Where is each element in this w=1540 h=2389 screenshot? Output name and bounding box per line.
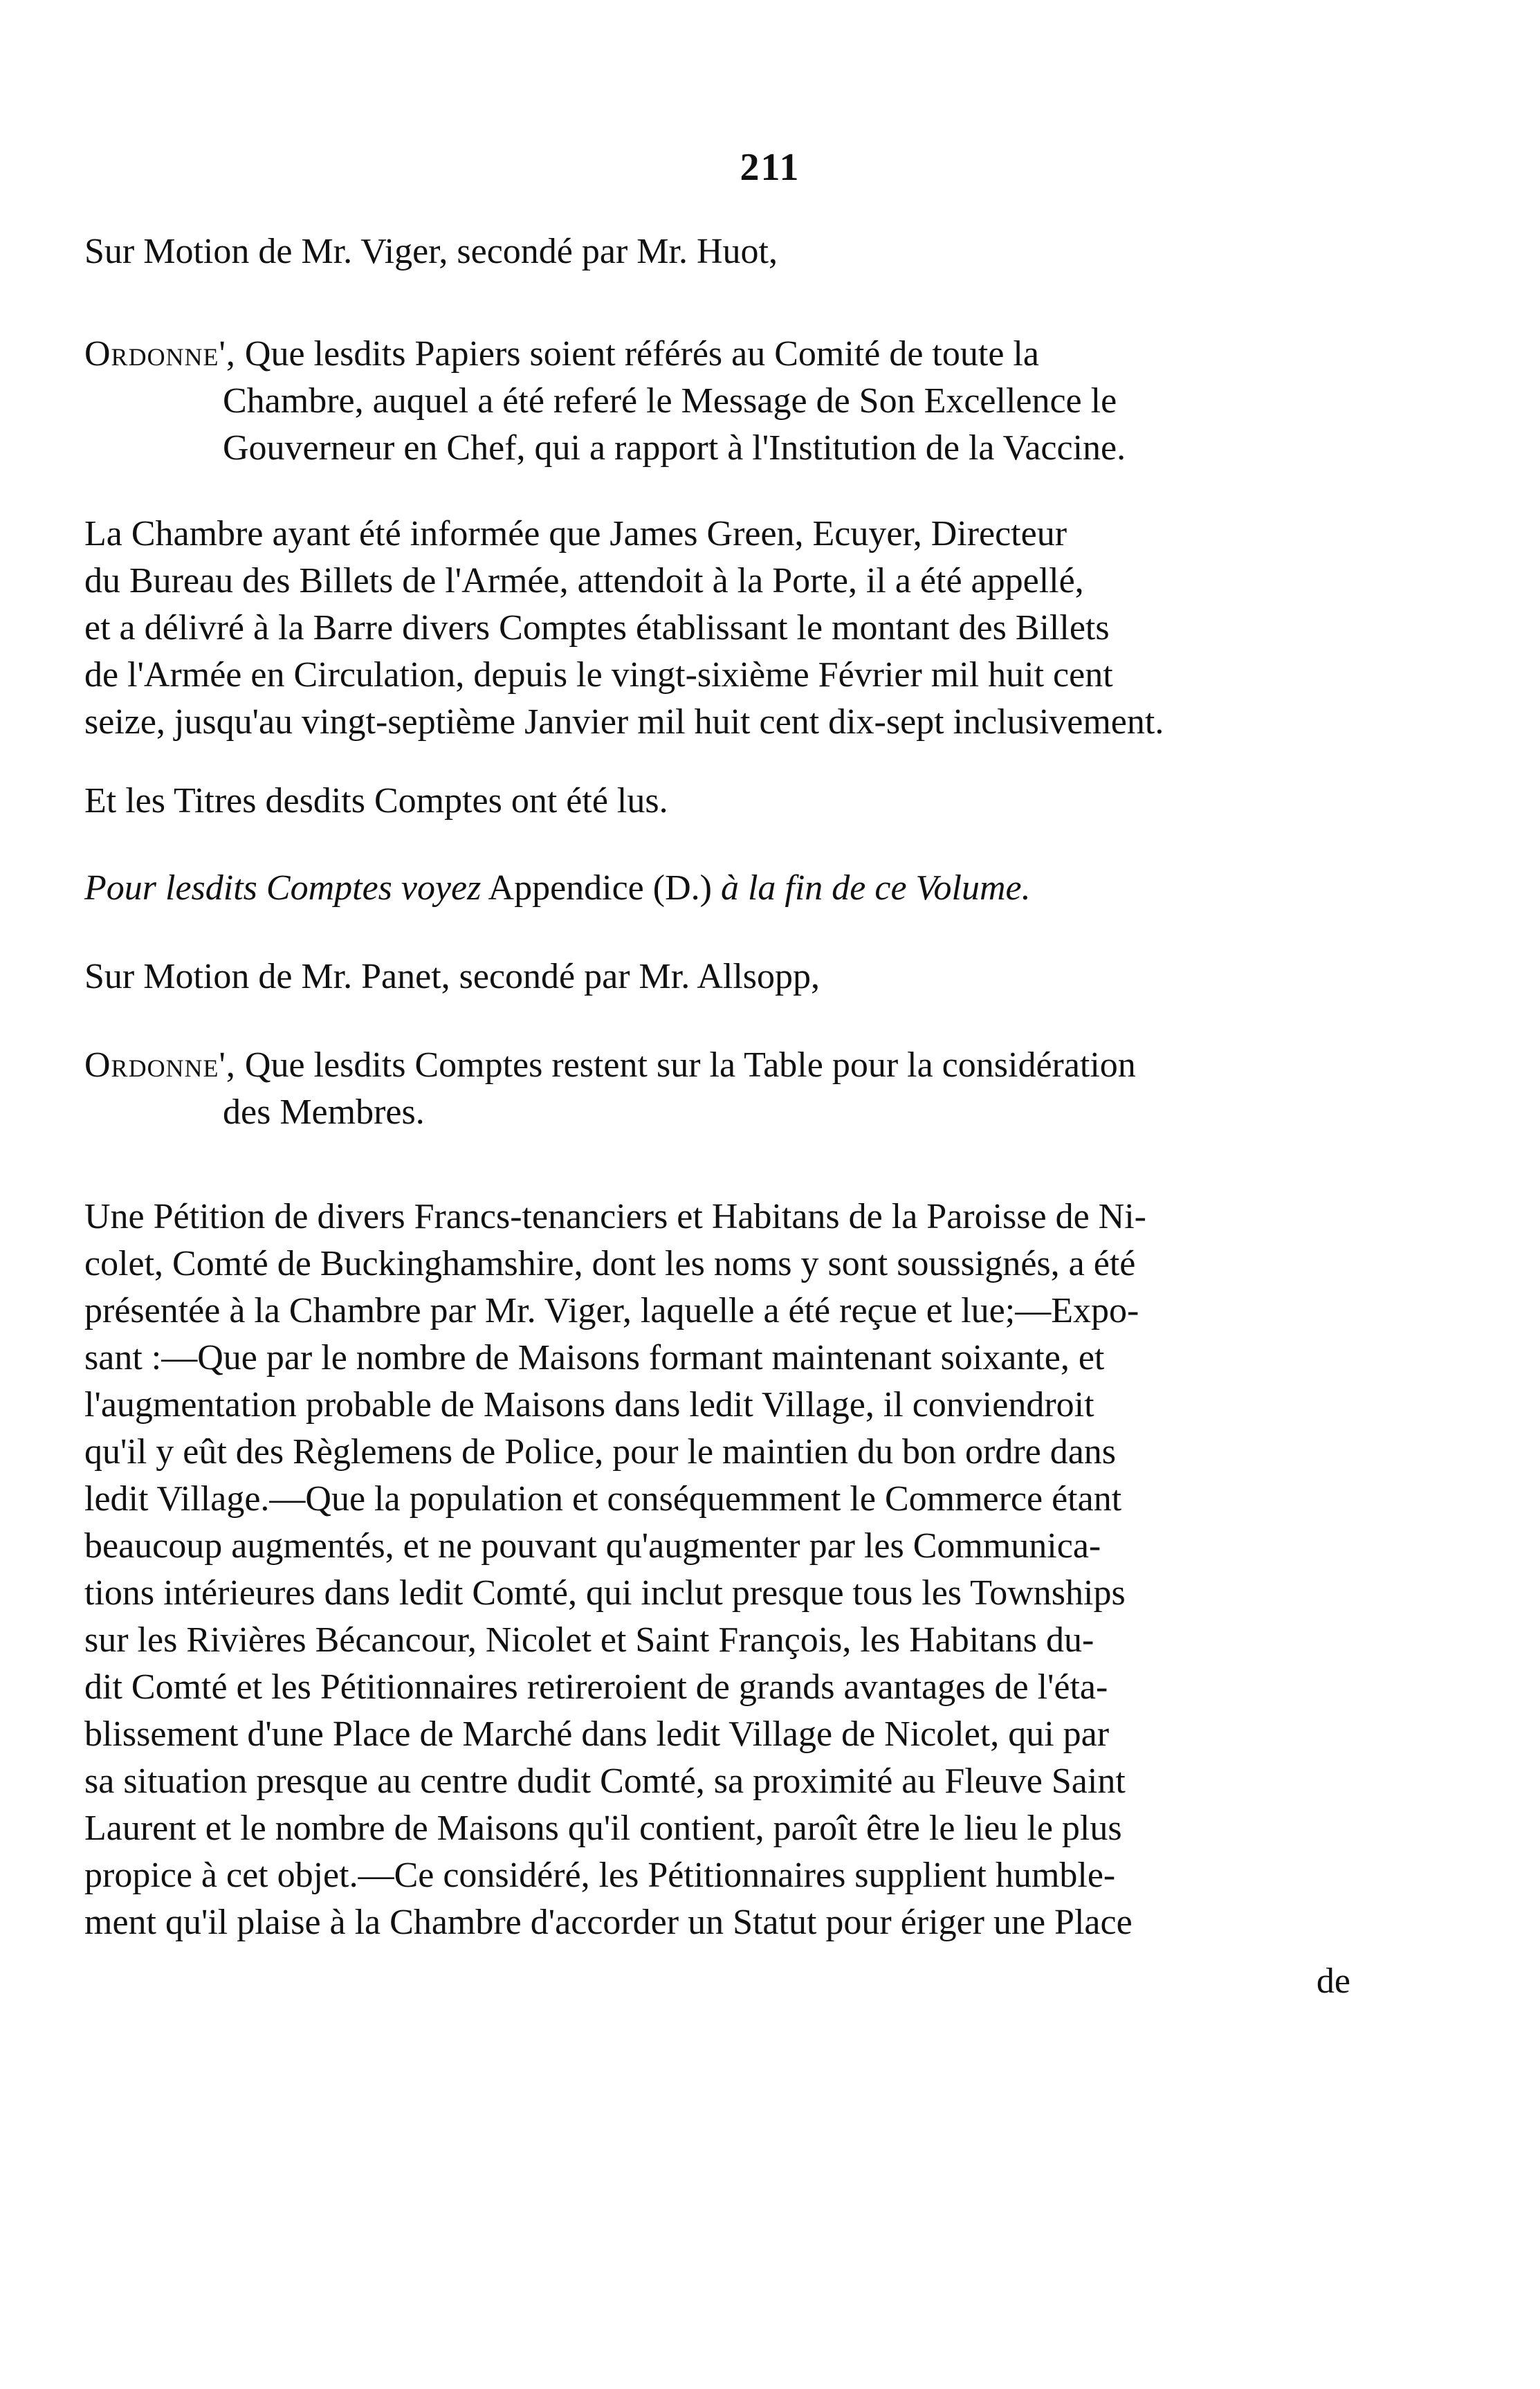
paragraph-line: l'augmentation probable de Maisons dans ledit Village, il conviendroit (84, 1385, 1094, 1425)
page-number: 211 (740, 146, 800, 189)
paragraph-petition-nicolet (84, 1193, 1350, 1946)
paragraph-line: de l'Armée en Circulation, depuis le vingt-sixième Février mil huit cent (84, 655, 1113, 695)
motion-line: Sur Motion de Mr. Viger, secondé par Mr. Huot, (84, 232, 778, 271)
order-vaccine (84, 331, 1350, 472)
catchword-text: de (1316, 1961, 1350, 2001)
paragraph-line: qu'il y eût des Règlemens de Police, pour le maintien du bon ordre dans (84, 1432, 1117, 1472)
motion-viger-huot (84, 228, 1350, 275)
paragraph-line: sant :—Que par le nombre de Maisons formant maintenant soixante, et (84, 1338, 1105, 1377)
order-line-1: Ordonne', Que lesdits Comptes restent sur la Table pour la considération (84, 1045, 1136, 1085)
paragraph-line: seize, jusqu'au vingt-septième Janvier mil huit cent dix-sept inclusivement. (84, 702, 1164, 742)
order-line-2: des Membres. (223, 1092, 425, 1132)
titles-read (84, 778, 1350, 825)
paragraph-line: tions intérieures dans ledit Comté, qui inclut presque tous les Townships (84, 1573, 1126, 1613)
paragraph-line: présentée à la Chambre par Mr. Viger, laquelle a été reçue et lue;—Expo- (84, 1291, 1139, 1330)
paragraph-line: blissement d'une Place de Marché dans ledit Village de Nicolet, qui par (84, 1714, 1110, 1754)
paragraph-line: Et les Titres desdits Comptes ont été lus. (84, 781, 668, 821)
paragraph-line: dit Comté et les Pétitionnaires retireroient de grands avantages de l'éta- (84, 1667, 1108, 1707)
paragraph-line: Une Pétition de divers Francs-tenanciers et Habitans de la Paroisse de Ni- (84, 1197, 1146, 1236)
paragraph-line: La Chambre ayant été informée que James Green, Ecuyer, Directeur (84, 514, 1067, 553)
appendix-reference (84, 865, 1350, 912)
motion-line: Sur Motion de Mr. Panet, secondé par Mr. Allsopp, (84, 957, 821, 996)
catchword (84, 1958, 1350, 2005)
ordonne-label: Ordonne', (84, 334, 236, 374)
paragraph-line: sa situation presque au centre dudit Comté, sa proximité au Fleuve Saint (84, 1761, 1126, 1801)
paragraph-line: sur les Rivières Bécancour, Nicolet et Saint François, les Habitans du- (84, 1620, 1094, 1660)
order-comptes (84, 1042, 1350, 1136)
paragraph-line: et a délivré à la Barre divers Comptes établissant le montant des Billets (84, 608, 1110, 648)
appendix-line: Pour lesdits Comptes voyez Appendice (D.) à la fin de ce Volume. (84, 868, 1031, 908)
paragraph-line: du Bureau des Billets de l'Armée, attendoit à la Porte, il a été appellé, (84, 561, 1084, 601)
paragraph-line: propice à cet objet.—Ce considéré, les Pétitionnaires supplient humble- (84, 1856, 1116, 1895)
paragraph-line: Laurent et le nombre de Maisons qu'il contient, paroît être le lieu le plus (84, 1809, 1122, 1848)
order-line-1: Ordonne', Que lesdits Papiers soient référés au Comité de toute la (84, 334, 1039, 374)
order-line-3: Gouverneur en Chef, qui a rapport à l'Institution de la Vaccine. (223, 428, 1126, 468)
paragraph-line: colet, Comté de Buckinghamshire, dont les noms y sont soussignés, a été (84, 1244, 1136, 1283)
ordonne-label: Ordonne', (84, 1045, 236, 1085)
motion-panet-allsopp (84, 953, 1350, 1000)
paragraph-line: ledit Village.—Que la population et conséquemment le Commerce étant (84, 1479, 1122, 1519)
paragraph-james-green (84, 511, 1350, 746)
paragraph-line: beaucoup augmentés, et ne pouvant qu'augmenter par les Communica- (84, 1526, 1101, 1566)
order-line-2: Chambre, auquel a été referé le Message de Son Excellence le (223, 381, 1117, 421)
paragraph-line: ment qu'il plaise à la Chambre d'accorder un Statut pour ériger une Place (84, 1903, 1133, 1942)
